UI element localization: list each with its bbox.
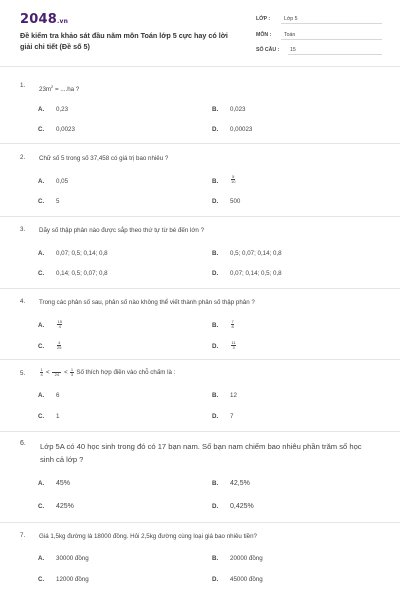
option-letter: A. (38, 106, 45, 113)
option-value: 0,425% (230, 503, 254, 510)
option-letter: C. (38, 198, 45, 205)
option-value: 0,07; 0,5; 0,14; 0,8 (56, 250, 108, 257)
meta-subject-label: MÔN : (256, 32, 272, 38)
quiz-header (0, 0, 400, 62)
option-letter: A. (38, 480, 45, 487)
fraction-denominator: 3 (232, 345, 235, 350)
option-letter: C. (38, 503, 45, 510)
option-value (56, 341, 62, 350)
meta-count-value: 15 (290, 47, 296, 53)
question-text: Chữ số 5 trong số 37,458 có giá trị bao nhiêu ? (39, 155, 169, 162)
question-text: Dãy số thập phân nào được sắp theo thứ tự từ bé đến lớn ? (39, 227, 205, 234)
option-letter: D. (212, 576, 219, 583)
question-divider (0, 143, 400, 144)
meta-underline (288, 54, 382, 55)
question-divider (0, 216, 400, 217)
meta-subject-value: Toán (284, 32, 296, 38)
meta-underline (281, 23, 382, 24)
option-value: 0,023 (230, 106, 246, 113)
option-letter: D. (212, 270, 219, 277)
fraction-denominator: 4 (40, 372, 43, 377)
option-letter: B. (212, 106, 219, 113)
question-text-part: Số thích hợp điền vào chỗ chấm là : (76, 369, 176, 377)
fraction-denominator: 4 (58, 324, 61, 329)
option-value: 0,14; 0,5; 0,07; 0,8 (56, 270, 108, 277)
option-value: 0,05 (56, 178, 69, 185)
option-value: 30000 đồng (56, 555, 89, 562)
option-value: 6 (56, 392, 60, 399)
option-value (230, 320, 235, 329)
question-number: 7. (20, 532, 26, 539)
option-value: 12000 đồng (56, 576, 89, 583)
option-letter: A. (38, 178, 45, 185)
option-letter: C. (38, 343, 45, 350)
question-text: Giá 1,5kg đường là 18000 đồng. Hỏi 2,5kg đường cùng loại giá bao nhiêu tiền? (39, 533, 257, 540)
option-value: 20000 đồng (230, 555, 263, 562)
option-value (230, 341, 237, 350)
quiz-title: Đề kiểm tra khảo sát đầu năm môn Toán lớp 5 cực hay có lời giải chi tiết (Đề số 5) (20, 31, 228, 51)
fraction (52, 368, 61, 377)
question-text (39, 368, 369, 377)
less-than-sign: < (45, 369, 50, 377)
meta-grade-value: Lớp 5 (284, 16, 298, 22)
option-letter: A. (38, 250, 45, 257)
option-letter: B. (212, 178, 219, 185)
option-letter: B. (212, 250, 219, 257)
option-letter: D. (212, 126, 219, 133)
meta-count-label: SỐ CÂU : (256, 47, 280, 53)
fraction (40, 368, 43, 377)
header-divider (0, 66, 400, 67)
question-text (39, 82, 369, 94)
option-value: 12 (230, 392, 237, 399)
fraction (70, 368, 73, 377)
option-value: 0,0023 (56, 126, 75, 133)
option-value: 1 (56, 413, 60, 420)
question-number: 4. (20, 298, 26, 305)
fraction (231, 175, 235, 184)
fraction-numerator: 1 (70, 367, 74, 372)
superscript: 2 (51, 84, 54, 89)
option-letter: A. (38, 555, 45, 562)
option-value: 45% (56, 480, 71, 487)
fraction-denominator: 8 (231, 324, 234, 329)
option-value: 0,5; 0,07; 0,14; 0,8 (230, 250, 282, 257)
option-value (56, 320, 63, 329)
meta-grade (256, 14, 382, 24)
option-letter: C. (38, 576, 45, 583)
less-than-sign: < (64, 369, 68, 377)
option-value: 0,00023 (230, 126, 253, 133)
fraction-numerator: 4 (58, 340, 61, 345)
meta-count (256, 45, 382, 55)
question-divider (0, 431, 400, 432)
fraction-numerator: 5 (232, 174, 235, 179)
option-letter: D. (212, 503, 219, 510)
fraction-numerator: 1 (40, 367, 43, 372)
fraction-numerator: 11 (231, 340, 236, 345)
question-divider (0, 522, 400, 523)
question-text: Lớp 5A có 40 học sinh trong đó có 17 bạn nam. Số bạn nam chiếm bao nhiêu phần trăm số học sinh cả lớp ? (40, 442, 362, 464)
logo-tld: .vn (56, 18, 69, 25)
option-letter: B. (212, 392, 219, 399)
option-letter: C. (38, 126, 45, 133)
option-letter: B. (212, 480, 219, 487)
option-letter: D. (212, 343, 219, 350)
option-letter: B. (212, 555, 219, 562)
question-text-part: = ....ha ? (53, 86, 80, 94)
option-value (230, 175, 236, 184)
question-number: 2. (20, 154, 26, 161)
question-number: 5. (20, 370, 26, 377)
option-letter: D. (212, 198, 219, 205)
fraction-numerator: 15 (57, 319, 62, 324)
fraction (57, 341, 61, 350)
fraction-denominator: 3 (70, 372, 74, 377)
fraction (231, 341, 236, 350)
option-value: 42,5% (230, 480, 250, 487)
option-value: 0,23 (56, 106, 69, 113)
fraction (231, 320, 234, 329)
meta-underline (281, 39, 382, 40)
question-number: 3. (20, 226, 26, 233)
option-value: 7 (230, 413, 234, 420)
site-logo[interactable] (20, 12, 68, 27)
question-text: Trong các phân số sau, phân số nào không thể viết thành phân số thập phân ? (39, 299, 255, 306)
option-letter: C. (38, 270, 45, 277)
meta-subject (256, 30, 382, 40)
question-divider (0, 359, 400, 360)
option-value: 45000 đồng (230, 576, 263, 583)
fraction-denominator: 25 (57, 345, 62, 350)
option-letter: C. (38, 413, 45, 420)
fraction-numerator: 7 (231, 319, 234, 324)
logo-main: 2048 (20, 12, 57, 27)
option-value: 500 (230, 198, 241, 205)
question-number: 1. (20, 82, 26, 89)
fraction-denominator: 10 (231, 179, 236, 184)
fraction (57, 320, 62, 329)
option-value: 425% (56, 503, 74, 510)
option-value: 0,07; 0,14; 0,5; 0,8 (230, 270, 282, 277)
option-letter: D. (212, 413, 219, 420)
meta-grade-label: LỚP : (256, 16, 271, 22)
question-number: 6. (20, 440, 26, 447)
option-letter: A. (38, 392, 45, 399)
question-text-part: 23m (39, 86, 52, 94)
option-letter: A. (38, 322, 45, 329)
option-value: 5 (56, 198, 60, 205)
question-divider (0, 288, 400, 289)
fraction-denominator: 24 (54, 372, 60, 377)
option-letter: B. (212, 322, 219, 329)
